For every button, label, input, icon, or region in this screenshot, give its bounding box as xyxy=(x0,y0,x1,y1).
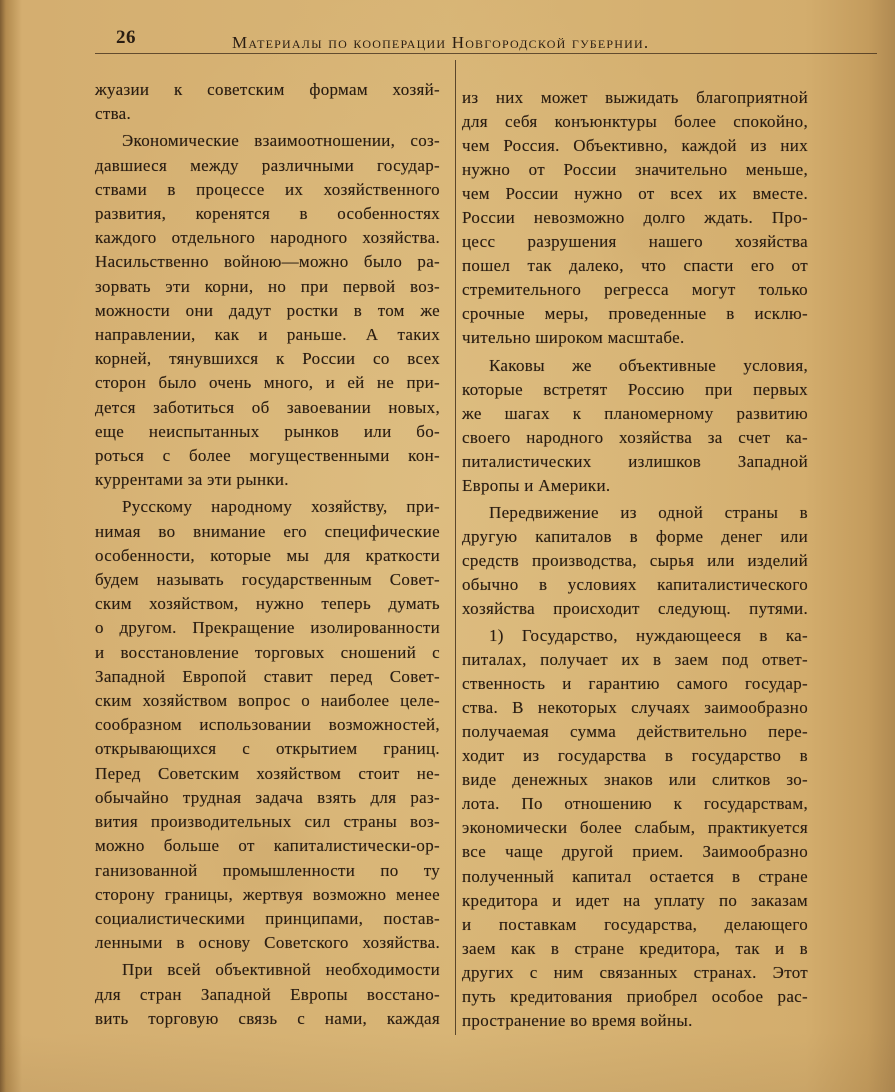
header-rule xyxy=(95,53,877,54)
text-line: сторону границы, жертвуя возможно менее xyxy=(95,884,440,904)
text-line: ганизованной промышленности по ту xyxy=(95,860,440,880)
text-line: будем называть государственным Совет- xyxy=(95,570,440,590)
text-line: экономически более слабым, практикуется xyxy=(462,818,808,838)
text-line: можности они дадут ростки в том же xyxy=(95,300,440,320)
text-line: лота. По отношению к государствам, xyxy=(462,794,808,814)
text-line: дется заботиться об завоевании новых, xyxy=(95,397,440,417)
text-line: особенности, которые мы для краткости xyxy=(95,545,440,565)
text-line: цесс разрушения нашего хозяйства xyxy=(462,232,808,252)
text-line: ским хозяйством вопрос о наиболее целе- xyxy=(95,691,440,711)
text-line: ленными в основу Советского хозяйства. xyxy=(95,933,440,953)
text-line: сообразном использовании возможностей, xyxy=(95,715,440,735)
text-line: другую капиталов в форме денег или xyxy=(462,526,808,546)
text-line: питалах, получает их в заем под ответ- xyxy=(462,650,808,670)
text-line: которые встретят Россию при первых xyxy=(462,379,808,399)
text-line: кредитора и идет на уплату по заказам xyxy=(462,890,808,910)
text-line: направлении, как и раньше. А таких xyxy=(95,325,440,345)
text-line: Каковы же объективные условия, xyxy=(489,355,808,375)
text-line: можно больше от капиталистически-ор- xyxy=(95,836,440,856)
text-line: открывающихся с открытием границ. xyxy=(95,739,440,759)
paragraph xyxy=(95,958,440,1031)
text-line: стремительного регресса могут только xyxy=(462,280,808,300)
text-line: пространение во время войны. xyxy=(462,1010,693,1030)
text-line: зорвать эти корни, но при первой воз- xyxy=(95,276,440,296)
right-column xyxy=(462,86,808,1033)
text-line: питалистических излишков Западной xyxy=(462,451,808,471)
text-line: других с ним связанных странах. Этот xyxy=(462,962,808,982)
text-line: Европы и Америки. xyxy=(462,475,611,495)
text-line: еще неиспытанных рынков или бо- xyxy=(95,421,440,441)
text-line: России невозможно долго ждать. Про- xyxy=(462,208,808,228)
text-line: Перед Советским хозяйством стоит не- xyxy=(95,763,440,783)
column-divider xyxy=(455,60,456,1035)
text-line: для себя конъюнктуры более спокойно, xyxy=(462,112,808,132)
text-line: нужно от России значительно меньше, xyxy=(462,160,808,180)
text-line: ствами в процессе их хозяйственного xyxy=(95,179,440,199)
text-line: каждого отдельного народного хозяйства. xyxy=(95,228,440,248)
running-title: Материалы по кооперации Новгородской губернии. xyxy=(232,33,650,52)
paragraph xyxy=(462,354,808,498)
text-line: При всей объективной необходимости xyxy=(122,960,440,980)
text-line: пошел так далеко, что спасти его от xyxy=(462,256,808,276)
text-line: средств производства, сырья или изделий xyxy=(462,550,808,570)
text-line: жуазии к советским формам хозяй- xyxy=(95,80,440,99)
text-line: о другом. Прекращение изолированности xyxy=(95,618,440,638)
text-line: Западной Европой ставит перед Совет- xyxy=(95,666,440,686)
text-line: своего народного хозяйства за счет ка- xyxy=(462,427,808,447)
text-line: и восстановление торговых сношений с xyxy=(95,642,440,662)
paragraph xyxy=(95,495,440,955)
text-line: ходит из государства в государство в xyxy=(462,746,808,766)
text-line: и поставкам государства, делающего xyxy=(462,914,808,934)
text-line: ским хозяйством, нужно теперь думать xyxy=(95,594,440,614)
text-line: все чаще другой прием. Заимообразно xyxy=(462,842,808,862)
text-line: получаемая сумма действительно пере- xyxy=(462,722,808,742)
text-line: давшиеся между различными государ- xyxy=(95,155,440,175)
left-column xyxy=(95,78,440,1031)
text-line: обычайно трудная задача взять для раз- xyxy=(95,787,440,807)
paragraph xyxy=(462,86,808,351)
text-line: Передвижение из одной страны в xyxy=(489,502,808,522)
text-line: хозяйства происходит следующ. путями. xyxy=(462,598,808,618)
text-line: ства. В некоторых случаях заимообразно xyxy=(462,698,808,718)
text-line: обычно в условиях капиталистического xyxy=(462,574,808,594)
text-line: 1) Государство, нуждающееся в ка- xyxy=(489,626,808,646)
text-line: заем как в стране кредитора, так и в xyxy=(462,938,808,958)
text-line: Экономические взаимоотношении, соз- xyxy=(122,131,440,151)
paragraph xyxy=(462,501,808,621)
text-line: чительно широком масштабе. xyxy=(462,328,685,348)
paragraph xyxy=(95,129,440,492)
text-line: чем России нужно от всех их вместе. xyxy=(462,184,808,204)
paragraph xyxy=(462,624,808,1033)
text-line: куррентами за эти рынки. xyxy=(95,470,289,490)
text-line: ственность и гарантию самого государ- xyxy=(462,674,808,694)
text-line: из них может выжидать благоприятной xyxy=(462,88,808,107)
text-line: вить торговую связь с нами, каждая xyxy=(95,1008,440,1028)
text-line: для стран Западной Европы восстано- xyxy=(95,984,440,1004)
text-line: Русскому народному хозяйству, при- xyxy=(122,497,440,517)
text-line: срочные меры, проведенные в исклю- xyxy=(462,304,808,324)
text-line: сторон было очень много, и ей не при- xyxy=(95,373,440,393)
text-line: ства. xyxy=(95,104,132,124)
text-line: развития, коренятся в особенностях xyxy=(95,204,440,224)
text-line: вития производительных сил страны воз- xyxy=(95,812,440,832)
paragraph xyxy=(95,78,440,126)
text-line: роться с более могущественными кон- xyxy=(95,446,440,466)
text-line: Насильственно войною—можно было ра- xyxy=(95,252,440,272)
page-number: 26 xyxy=(116,27,136,48)
text-line: нимая во внимание его специфические xyxy=(95,521,440,541)
text-line: виде денежных знаков или слитков зо- xyxy=(462,770,808,790)
text-line: социалистическими принципами, постав- xyxy=(95,908,440,928)
text-line: корней, тянувшихся к России со всех xyxy=(95,349,440,369)
text-line: же шагах к планомерному развитию xyxy=(462,403,808,423)
text-line: путь кредитования приобрел особое рас- xyxy=(462,986,808,1006)
text-line: чем Россия. Объективно, каждой из них xyxy=(462,136,808,156)
text-line: полученный капитал остается в стране xyxy=(462,866,808,886)
